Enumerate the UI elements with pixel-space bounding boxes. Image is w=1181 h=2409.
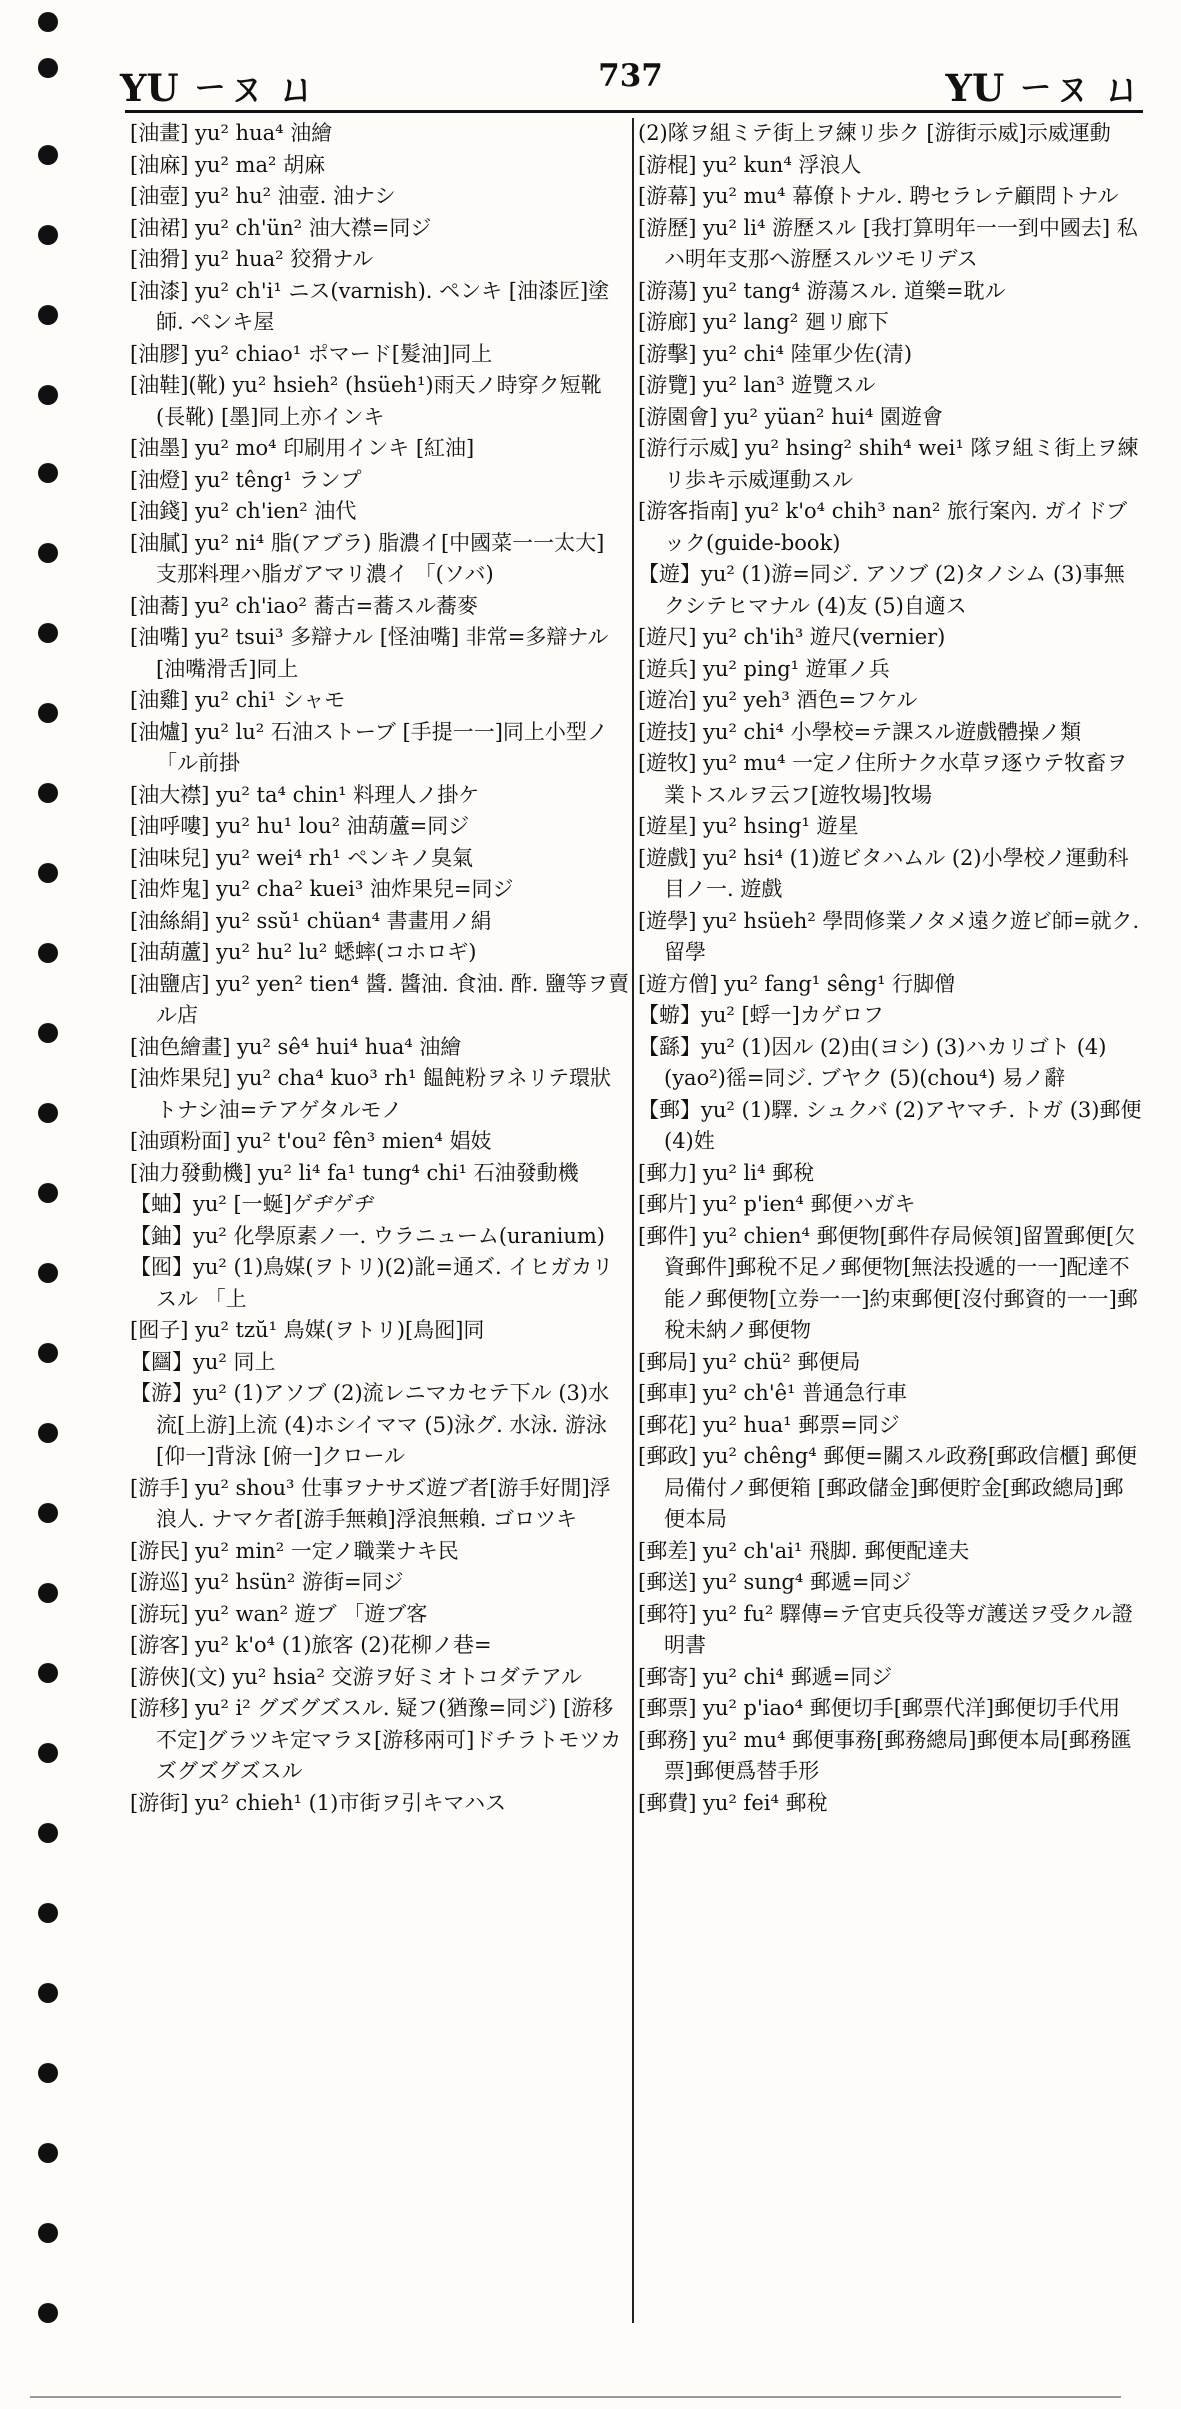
dictionary-entry: 【鈾】yu² 化學原素ノ一. ウラニューム(uranium) (130, 1223, 605, 1248)
dictionary-entry: [游棍] yu² kun⁴ 浮浪人 (638, 152, 862, 177)
binder-hole (38, 863, 58, 883)
dictionary-entry: [游客指南] yu² k'o⁴ chih³ nan² 旅行案內. ガイドブック(guide-book) (638, 499, 1128, 555)
header-left-guide: YU ㄧㄡ ㄩ (120, 66, 316, 110)
dictionary-entry: [油炸果兒] yu² cha⁴ kuo³ rh¹ 饂飩粉ヲネリテ環狀トナシ油=テアゲタルモノ (130, 1066, 612, 1122)
binder-holes (38, 0, 68, 2409)
dictionary-entry: [游擊] yu² chi⁴ 陸軍少佐(清) (638, 341, 913, 366)
binder-hole (38, 1823, 58, 1843)
dictionary-entry: [遊戲] yu² hsi⁴ (1)遊ビタハムル (2)小學校ノ運動科目ノ一. 遊戲 (638, 845, 1129, 901)
binder-hole (38, 543, 58, 563)
binder-hole (38, 783, 58, 803)
dictionary-entry: [游廊] yu² lang² 廻リ廊下 (638, 310, 889, 334)
binder-hole (38, 943, 58, 963)
dictionary-entry: [遊學] yu² hsüeh² 學問修業ノタメ遠ク遊ビ師=就ク. 留學 (638, 908, 1140, 964)
header-rule (125, 110, 1143, 113)
binder-hole (38, 703, 58, 723)
binder-hole (38, 1183, 58, 1203)
dictionary-entry: [郵片] yu² p'ien⁴ 郵便ハガキ (638, 1192, 916, 1216)
header-right-guide: YU ㄧㄡ ㄩ (945, 66, 1141, 110)
binder-hole (38, 305, 58, 325)
dictionary-entry: [油雞] yu² chi¹ シャモ (130, 688, 346, 712)
binder-hole (38, 1023, 58, 1043)
dictionary-entry: [遊尺] yu² ch'ih³ 遊尺(vernier) (638, 625, 946, 649)
dictionary-entry: [油色繪畫] yu² sê⁴ hui⁴ hua⁴ 油繪 (130, 1034, 462, 1059)
right-column (638, 118, 1144, 1819)
dictionary-entry: [游玩] yu² wan² 遊ブ 「遊ブ客 (130, 1601, 428, 1626)
dictionary-entry: [郵局] yu² chü² 郵便局 (638, 1349, 861, 1374)
binder-hole (38, 225, 58, 245)
dictionary-entry: [油呼嘍] yu² hu¹ lou² 油葫蘆=同ジ (130, 814, 470, 838)
dictionary-entry: (2)隊ヲ組ミテ街上ヲ練リ歩ク [游街示威]示威運動 (638, 121, 1111, 145)
dictionary-entry: [油炸鬼] yu² cha² kuei³ 油炸果兒=同ジ (130, 877, 514, 901)
dictionary-entry: [油葫蘆] yu² hu² lu² 蟋蟀(コホロギ) (130, 940, 477, 964)
bottom-edge (30, 2396, 1121, 2398)
dictionary-entry: [油大襟] yu² ta⁴ chin¹ 料理人ノ掛ケ (130, 782, 480, 807)
dictionary-entry: [郵件] yu² chien⁴ 郵便物[郵件存局候領]留置郵便[欠資郵件]郵稅不足ノ郵便物[無法投遞的一一]配達不能ノ郵便物[立券一一]約束郵便[沒付郵資的一一]郵稅未納ノ郵便物 (638, 1223, 1138, 1342)
binder-hole (38, 2303, 58, 2323)
dictionary-entry: 【圝】yu² 同上 (130, 1349, 276, 1374)
dictionary-entry: [油錢] yu² ch'ien² 油代 (130, 499, 357, 523)
page-header (120, 58, 1141, 118)
column-divider (632, 118, 634, 2323)
dictionary-entry: [游歷] yu² li⁴ 游歷スル [我打算明年一一到中國去] 私ハ明年支那ヘ游歷スルツモリデス (638, 215, 1138, 271)
dictionary-entry: 【繇】yu² (1)因ル (2)由(ヨシ) (3)ハカリゴト (4)(yao²)徭=同ジ. ブヤク (5)(chou⁴) 易ノ辭 (638, 1034, 1107, 1090)
dictionary-entry: 【郵】yu² (1)驛. シュクバ (2)アヤマチ. トガ (3)郵便 (4)姓 (638, 1097, 1142, 1153)
dictionary-entry: [油力發動機] yu² li⁴ fa¹ tung⁴ chi¹ 石油發動機 (130, 1160, 579, 1185)
dictionary-entry: 【蝣】yu² [蜉一]カゲロフ (638, 1003, 884, 1027)
dictionary-entry: [遊技] yu² chi⁴ 小學校=テ課スル遊戲體操ノ類 (638, 719, 1082, 744)
binder-hole (38, 623, 58, 643)
dictionary-entry: 【囮】yu² (1)鳥媒(ヲトリ)(2)訛=通ズ. イヒガカリスル 「上 (130, 1255, 614, 1311)
dictionary-entry: [游俠](文) yu² hsia² 交游ヲ好ミオトコダテアル (130, 1664, 582, 1689)
dictionary-entry: [油爐] yu² lu² 石油ストーブ [手提一一]同上小型ノ 「ル前掛 (130, 719, 608, 775)
page-number: 737 (598, 58, 663, 94)
dictionary-entry: [油頭粉面] yu² t'ou² fên³ mien⁴ 娼妓 (130, 1129, 492, 1153)
binder-hole (38, 2223, 58, 2243)
dictionary-entry: 【遊】yu² (1)游=同ジ. アソブ (2)タノシム (3)事無クシテヒマナル (4)友 (5)自適ス (638, 562, 1125, 618)
dictionary-entry: [郵票] yu² p'iao⁴ 郵便切手[郵票代洋]郵便切手代用 (638, 1696, 1121, 1720)
dictionary-entry: [油絲絹] yu² ssŭ¹ chüan⁴ 書畫用ノ絹 (130, 908, 492, 933)
binder-hole (38, 1983, 58, 2003)
dictionary-entry: [遊牧] yu² mu⁴ 一定ノ住所ナク水草ヲ逐ウテ牧畜ヲ業トスルヲ云フ[遊牧場]牧場 (638, 751, 1128, 807)
dictionary-entry: [郵力] yu² li⁴ 郵稅 (638, 1160, 815, 1185)
binder-hole (38, 1343, 58, 1363)
dictionary-entry: [郵政] yu² chêng⁴ 郵便=關スル政務[郵政信櫃] 郵便局備付ノ郵便箱 [郵政儲金]郵便貯金[郵政總局]郵便本局 (638, 1444, 1137, 1531)
dictionary-entry: [郵車] yu² ch'ê¹ 普通急行車 (638, 1381, 908, 1405)
dictionary-entry: [油味兒] yu² wei⁴ rh¹ ペンキノ臭氣 (130, 845, 473, 870)
dictionary-entry: 【蚰】yu² [一蜒]ゲヂゲヂ (130, 1192, 376, 1216)
binder-hole (38, 12, 58, 32)
binder-hole (38, 1583, 58, 1603)
dictionary-entry: [油麻] yu² ma² 胡麻 (130, 152, 326, 177)
dictionary-entry: 【游】yu² (1)アソブ (2)流レニマカセテ下ル (3)水流[上游]上流 (4)ホシイママ (5)泳グ. 水泳. 游泳 [仰一]背泳 [俯一]クロール (130, 1381, 610, 1468)
dictionary-entry: [郵符] yu² fu² 驛傳=テ官吏兵役等ガ護送ヲ受クル證明書 (638, 1601, 1133, 1657)
dictionary-entry: [郵花] yu² hua¹ 郵票=同ジ (638, 1412, 900, 1437)
dictionary-entry: [油鹽店] yu² yen² tien⁴ 醬. 醬油. 食油. 酢. 鹽等ヲ賣ル店 (130, 971, 630, 1027)
binder-hole (38, 463, 58, 483)
binder-hole (38, 1263, 58, 1283)
dictionary-entry: [郵差] yu² ch'ai¹ 飛脚. 郵便配達夫 (638, 1538, 970, 1563)
dictionary-entry: [囮子] yu² tzŭ¹ 鳥媒(ヲトリ)[鳥囮]同 (130, 1318, 485, 1342)
dictionary-entry: [游手] yu² shou³ 仕事ヲナサズ遊ブ者[游手好閒]浮浪人. ナマケ者[游手無賴]浮浪無賴. ゴロツキ (130, 1475, 611, 1531)
dictionary-entry: [游覽] yu² lan³ 遊覽スル (638, 373, 876, 397)
dictionary-entry: [游巡] yu² hsün² 游街=同ジ (130, 1570, 404, 1594)
dictionary-entry: [油漆] yu² ch'i¹ ニス(varnish). ペンキ [油漆匠]塗師. ペンキ屋 (130, 278, 610, 334)
left-column (130, 118, 630, 1819)
dictionary-entry: [游民] yu² min² 一定ノ職業ナキ民 (130, 1538, 459, 1563)
dictionary-entry: [油燈] yu² têng¹ ランプ (130, 467, 362, 492)
dictionary-entry: [油嘴] yu² tsui³ 多辯ナル [怪油嘴] 非常=多辯ナル[油嘴滑舌]同上 (130, 625, 609, 681)
binder-hole (38, 2063, 58, 2083)
dictionary-entry: [油鞋](靴) yu² hsieh² (hsüeh¹)雨天ノ時穿ク短靴(長靴) [墨]同上亦インキ (130, 373, 602, 429)
binder-hole (38, 1663, 58, 1683)
dictionary-entry: [遊冶] yu² yeh³ 酒色=フケル (638, 688, 918, 712)
dictionary-entry: [油猾] yu² hua² 狡猾ナル (130, 247, 374, 271)
dictionary-entry: [油膩] yu² ni⁴ 脂(アブラ) 脂濃イ[中國菜一一太大] 支那料理ハ脂ガアマリ濃イ 「(ソバ) (130, 530, 605, 586)
binder-hole (38, 1903, 58, 1923)
dictionary-entry: [郵寄] yu² chi⁴ 郵遞=同ジ (638, 1664, 893, 1689)
dictionary-entry: [遊方僧] yu² fang¹ sêng¹ 行脚僧 (638, 971, 956, 996)
dictionary-entry: [油裙] yu² ch'ün² 油大襟=同ジ (130, 215, 432, 240)
dictionary-entry: [游蕩] yu² tang⁴ 游蕩スル. 道樂=耽ル (638, 278, 1006, 303)
binder-hole (38, 2143, 58, 2163)
dictionary-entry: [油畫] yu² hua⁴ 油繪 (130, 121, 333, 145)
dictionary-entry: [游園會] yu² yüan² hui⁴ 園遊會 (638, 404, 943, 429)
binder-hole (38, 1743, 58, 1763)
dictionary-entry: [游客] yu² k'o⁴ (1)旅客 (2)花柳ノ巷= (130, 1633, 492, 1657)
dictionary-entry: [油墨] yu² mo⁴ 印刷用インキ [紅油] (130, 436, 475, 460)
dictionary-entry: [油壺] yu² hu² 油壺. 油ナシ (130, 184, 396, 208)
dictionary-entry: [郵送] yu² sung⁴ 郵遞=同ジ (638, 1570, 912, 1594)
dictionary-entry: [游幕] yu² mu⁴ 幕僚トナル. 聘セラレテ顧問トナル (638, 184, 1119, 208)
binder-hole (38, 145, 58, 165)
dictionary-entry: [游行示威] yu² hsing² shih⁴ wei¹ 隊ヲ組ミ街上ヲ練リ歩キ示威運動スル (638, 436, 1139, 492)
binder-hole (38, 1503, 58, 1523)
binder-hole (38, 58, 58, 78)
dictionary-entry: [郵費] yu² fei⁴ 郵稅 (638, 1790, 828, 1815)
dictionary-entry: [郵務] yu² mu⁴ 郵便事務[郵務總局]郵便本局[郵務匯票]郵便爲替手形 (638, 1727, 1132, 1783)
dictionary-entry: [油膠] yu² chiao¹ ポマード[髮油]同上 (130, 341, 493, 366)
dictionary-entry: [游街] yu² chieh¹ (1)市街ヲ引キマハス (130, 1790, 507, 1815)
binder-hole (38, 385, 58, 405)
dictionary-entry: [游移] yu² i² グズグズスル. 疑フ(猶豫=同ジ) [游移不定]グラツキ定マラヌ[游移兩可]ドチラトモツカズグズグズスル (130, 1696, 622, 1783)
dictionary-entry: [遊兵] yu² ping¹ 遊軍ノ兵 (638, 656, 890, 681)
dictionary-entry: [油蕎] yu² ch'iao² 蕎古=蕎スル蕎麥 (130, 593, 479, 618)
binder-hole (38, 1103, 58, 1123)
dictionary-entry: [遊星] yu² hsing¹ 遊星 (638, 814, 859, 838)
binder-hole (38, 1423, 58, 1443)
